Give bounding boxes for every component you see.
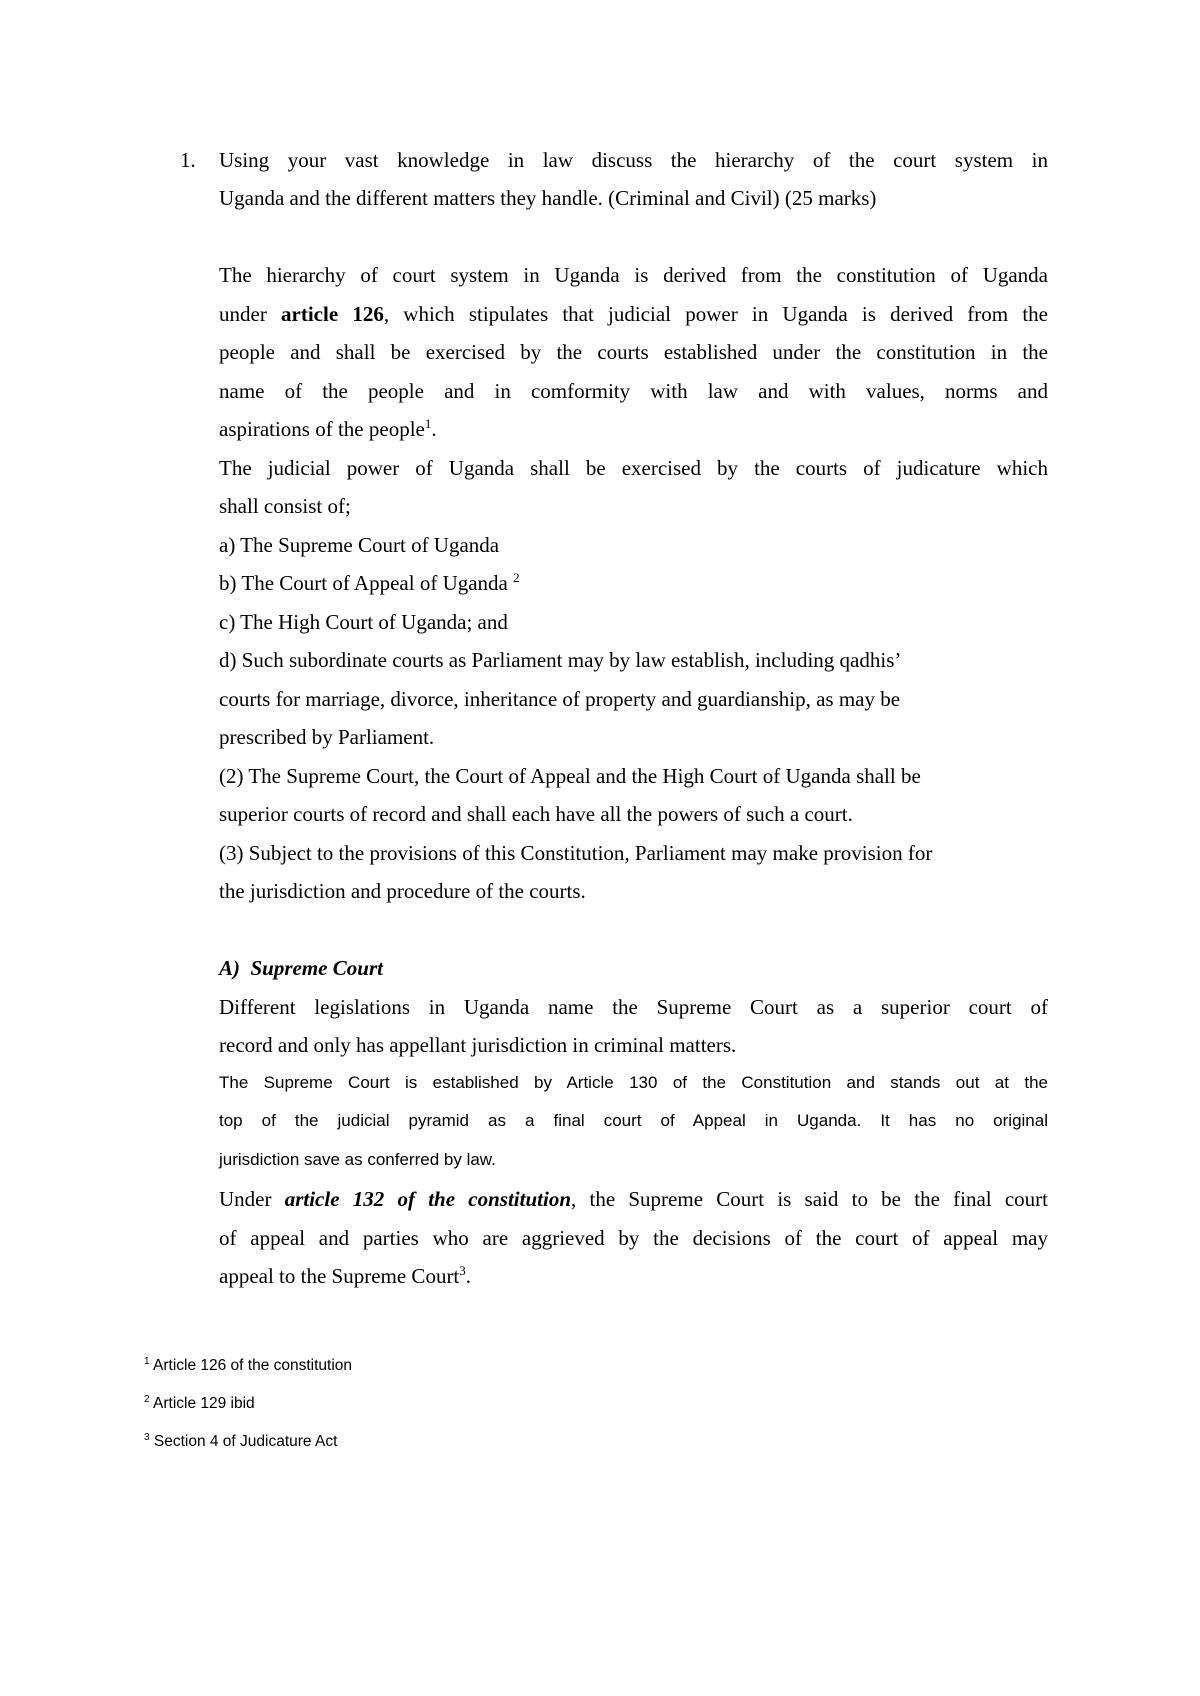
intro-line-4: name of the people and in comformity with law and with values, norms and: [219, 379, 1048, 403]
article-132-line-1: Under article 132 of the constitution, the Supreme Court is said to be the final court: [219, 1187, 1048, 1211]
footnote-2: $^2$ Article 129 ibid: [144, 1393, 255, 1412]
footnote-ref-2: 2: [513, 570, 520, 585]
question-line-2: Uganda and the different matters they handle. (Criminal and Civil) (25 marks): [219, 186, 877, 210]
judicial-line-1: The judicial power of Uganda shall be exercised by the courts of judicature which: [219, 456, 1048, 480]
intro-line-2: under article 126, which stipulates that judicial power in Uganda is derived from the: [219, 302, 1048, 326]
footnote-ref-3: 3: [459, 1263, 466, 1278]
supreme-court-line-3: jurisdiction save as conferred by law.: [219, 1150, 496, 1169]
supreme-court-line-1: The Supreme Court is established by Article 130 of the Constitution and stands out at the: [219, 1073, 1048, 1092]
list-item-a: a) The Supreme Court of Uganda: [219, 533, 500, 557]
intro-line-3: people and shall be exercised by the courts established under the constitution in the: [219, 340, 1048, 364]
footnote-3: $^3$ Section 4 of Judicature Act: [144, 1431, 338, 1450]
list-item-b: b) The Court of Appeal of Uganda $^2$: [219, 570, 520, 595]
article-132-line-2: of appeal and parties who are aggrieved by the decisions of the court of appeal may: [219, 1226, 1048, 1250]
question-line-1: Using your vast knowledge in law discuss the hierarchy of the court system in: [219, 148, 1048, 172]
intro-line-5: aspirations of the people$^1$.: [219, 416, 437, 441]
list-item-c: c) The High Court of Uganda; and: [219, 610, 508, 634]
supreme-court-line-2: top of the judicial pyramid as a final court of Appeal in Uganda. It has no original: [219, 1111, 1048, 1130]
intro-line-1: The hierarchy of court system in Uganda is derived from the constitution of Uganda: [219, 263, 1048, 287]
footnote-1: $^1$ Article 126 of the constitution: [144, 1355, 353, 1374]
article-132-line-3: appeal to the Supreme Court$^3$.: [219, 1263, 472, 1288]
list-item-d-line-1: d) Such subordinate courts as Parliament may by law establish, including qadhis’: [219, 648, 902, 672]
list-item-d-line-2: courts for marriage, divorce, inheritance of property and guardianship, as may be: [219, 687, 901, 711]
section-a-line-1: Different legislations in Uganda name the Supreme Court as a superior court of: [219, 995, 1048, 1019]
clause-2-line-2: superior courts of record and shall each have all the powers of such a court.: [219, 802, 853, 826]
clause-3-line-1: (3) Subject to the provisions of this Constitution, Parliament may make provision for: [219, 841, 933, 865]
clause-2-line-1: (2) The Supreme Court, the Court of Appeal and the High Court of Uganda shall be: [219, 764, 921, 788]
article-132-ref: article 132 of the constitution: [284, 1187, 571, 1211]
clause-3-line-2: the jurisdiction and procedure of the courts.: [219, 879, 586, 903]
section-a-line-2: record and only has appellant jurisdiction in criminal matters.: [219, 1033, 737, 1057]
judicial-line-2: shall consist of;: [219, 494, 351, 518]
section-a-heading: A) Supreme Court: [219, 956, 383, 980]
footnote-ref-1: 1: [424, 416, 432, 431]
question-number: 1.: [180, 148, 196, 172]
list-item-d-line-3: prescribed by Parliament.: [219, 725, 435, 749]
article-126-ref: article 126: [281, 302, 384, 326]
